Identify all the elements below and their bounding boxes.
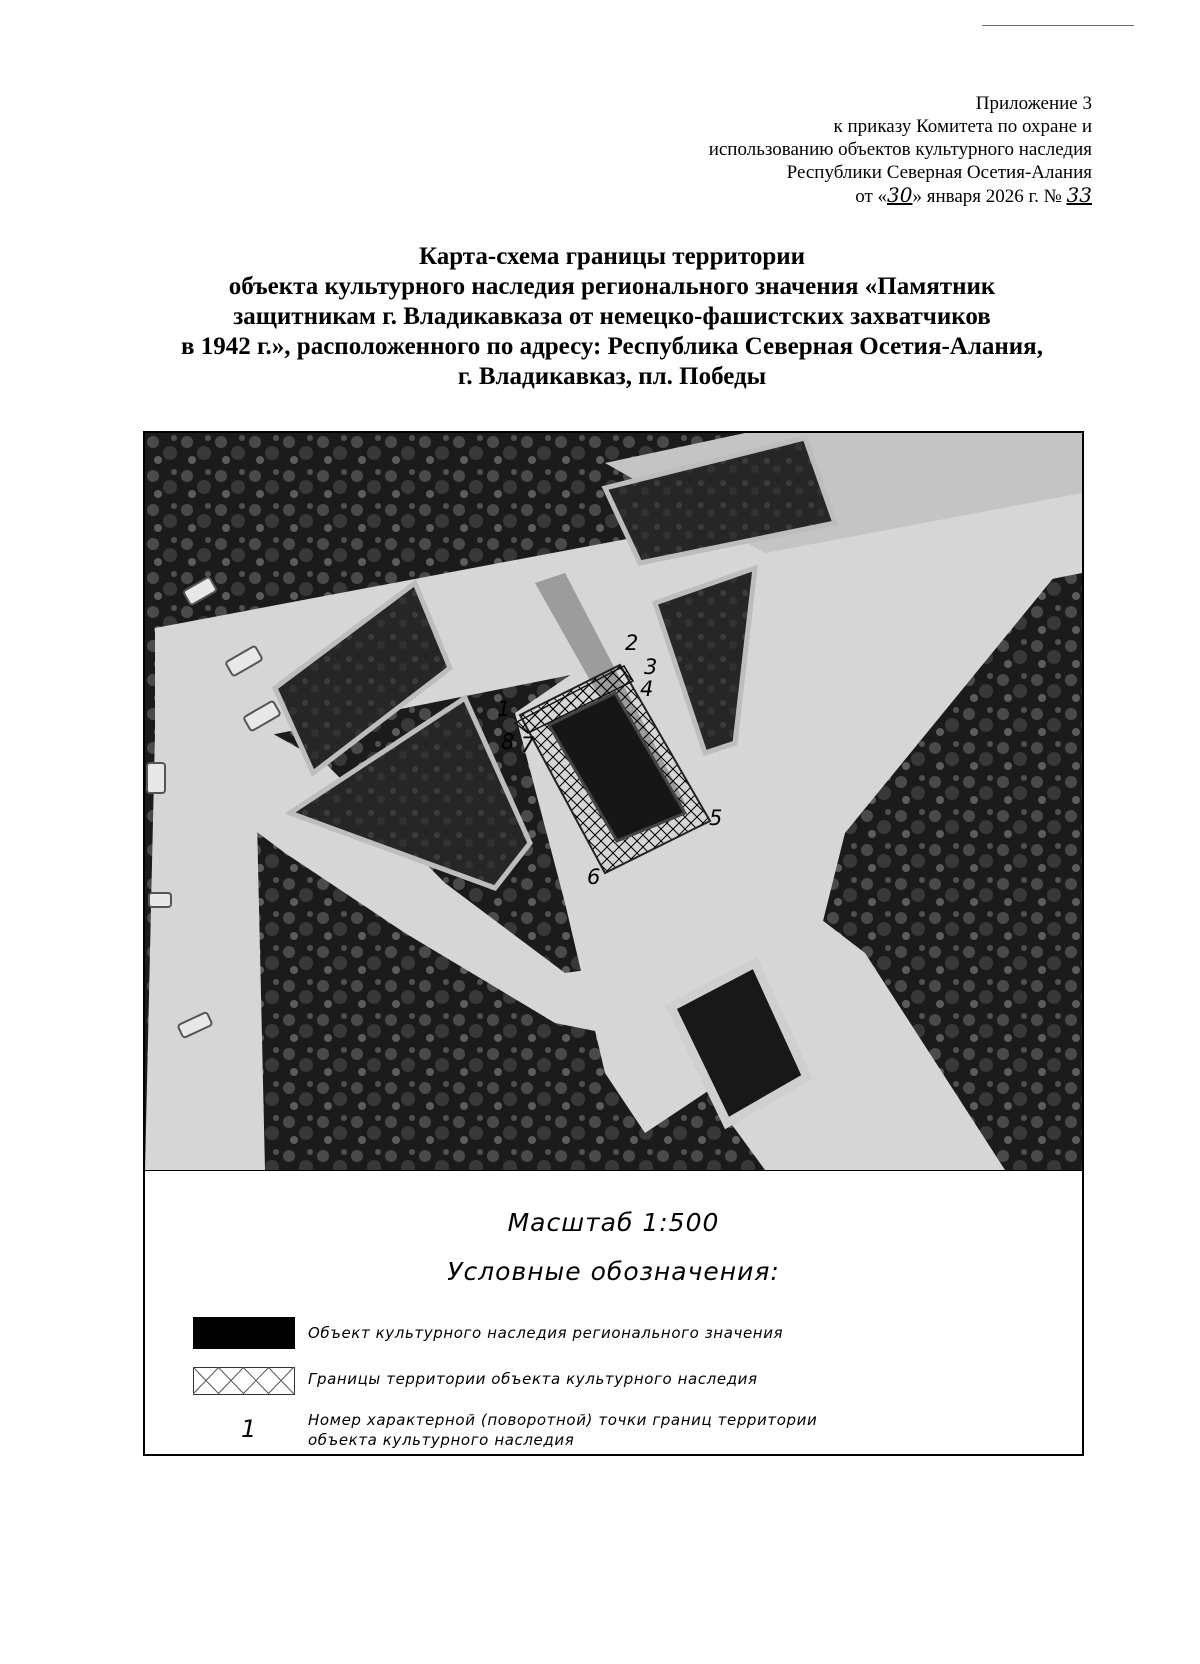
legend-title: Условные обозначения: (447, 1257, 780, 1286)
handwritten-number: 33 (1066, 183, 1092, 207)
legend-item-territory-boundary: Границы территории объекта культурного наследия (308, 1370, 758, 1388)
top-rule (982, 25, 1134, 26)
title-line: объекта культурного наследия регионального значения «Памятник (228, 273, 996, 300)
point-label-8: 8 (501, 730, 515, 754)
legend-item-heritage-object: Объект культурного наследия регионального значения (308, 1324, 784, 1342)
point-label-4: 4 (640, 677, 654, 701)
title-line: Карта-схема границы территории (418, 243, 806, 270)
date-middle: » января 2026 г. № (912, 186, 1062, 207)
legend-item-point-number-line2: объекта культурного наследия (308, 1431, 575, 1449)
appendix-line: к приказу Комитета по охране и (833, 116, 1092, 137)
point-label-3: 3 (644, 655, 658, 679)
title-line: защитникам г. Владикавказа от немецко-фашистских захватчиков (233, 303, 991, 330)
point-label-7: 7 (521, 733, 535, 757)
title-line: в 1942 г.», расположенного по адресу: Республика Северная Осетия-Алания, (181, 333, 1043, 360)
document-title (140, 242, 1084, 392)
aerial-photo (145, 433, 1082, 1170)
map-frame (143, 431, 1084, 1456)
title-line: г. Владикавказ, пл. Победы (457, 363, 767, 390)
boundary-hatch-swatch (193, 1367, 295, 1395)
appendix-block (572, 92, 1092, 208)
point-label-2: 2 (625, 631, 639, 655)
appendix-line: использованию объектов культурного наследия (708, 139, 1092, 160)
appendix-line: Приложение 3 (975, 93, 1092, 114)
legend (145, 1170, 1082, 1455)
appendix-line: Республики Северная Осетия-Алания (786, 162, 1092, 183)
date-prefix: от « (855, 186, 888, 207)
appendix-date-line (572, 184, 1092, 208)
heritage-object-swatch (193, 1317, 295, 1349)
handwritten-day: 30 (887, 183, 913, 207)
legend-item-point-number-line1: Номер характерной (поворотной) точки границ территории (308, 1411, 818, 1429)
point-number-symbol: 1 (241, 1415, 257, 1443)
map-scale: Масштаб 1:500 (507, 1208, 720, 1237)
point-label-5: 5 (709, 806, 723, 830)
point-label-1: 1 (497, 697, 511, 721)
point-label-6: 6 (587, 865, 601, 889)
